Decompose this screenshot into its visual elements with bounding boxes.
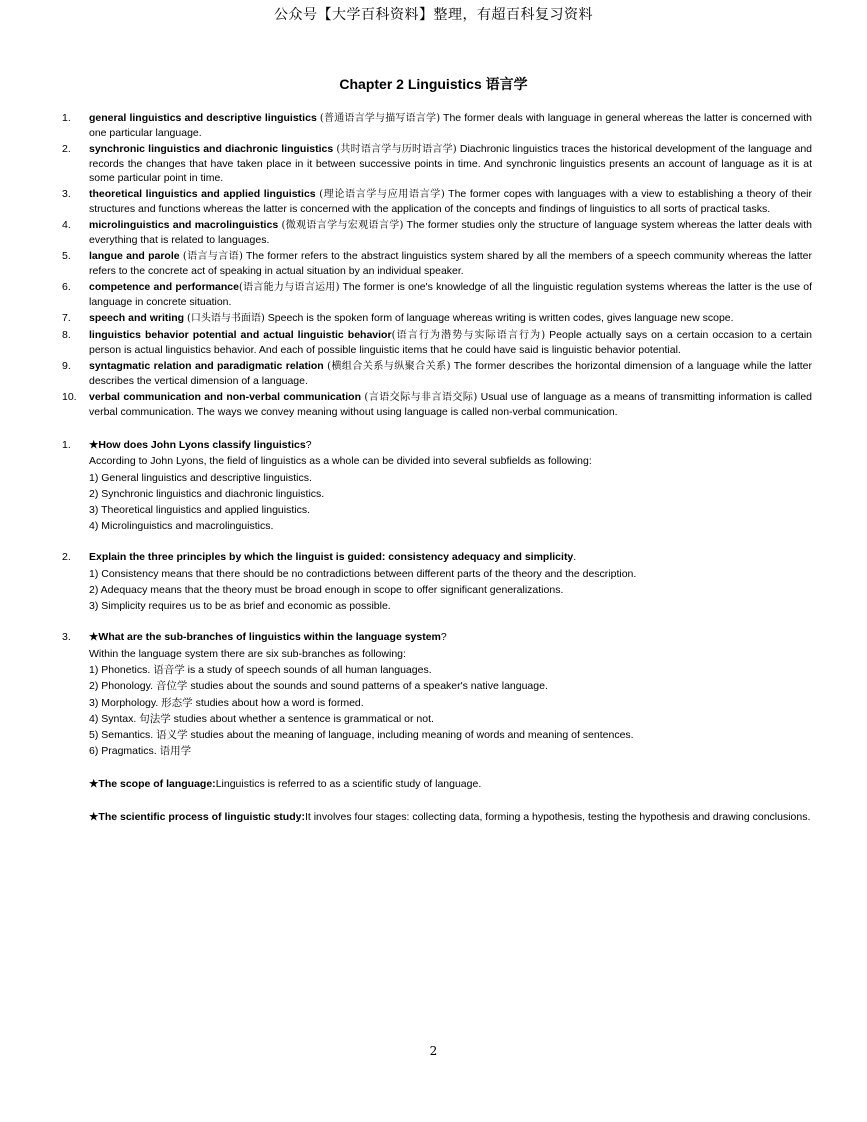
note-scope: [89, 777, 812, 791]
definition-text: The former copes with languages with a view to establishing a theory of their structures and functions whereas the latter is concerned with the application of the concepts and findings of linguistics to all sorts of practical tasks.: [89, 188, 813, 215]
item-number: 1.: [62, 112, 71, 124]
term-chinese: (微观语言学与宏观语言学): [281, 220, 404, 231]
definition-text: People actually says on a certain occasion to a certain person is actual linguistics behavior. And each of possible linguistic items that he could have said is linguistic behavior potential.: [89, 329, 813, 356]
term: microlinguistics and macrolinguistics: [89, 219, 279, 231]
term-chinese: (口头语与书面语): [187, 313, 265, 324]
chapter-title: Chapter 2 Linguistics 语言学: [339, 76, 528, 92]
answer-line: 2) Adequacy means that the theory must be broad enough in scope to offer significant generalizations.: [89, 584, 564, 597]
note-label: ★The scientific process of linguistic study:: [89, 811, 305, 824]
term: synchronic linguistics and diachronic linguistics: [89, 143, 334, 155]
definition-item: [62, 390, 812, 419]
definition-item: [62, 280, 812, 309]
term-chinese: (言语交际与非言语交际): [364, 392, 478, 403]
definition-item: [62, 142, 812, 185]
definition-text: The former deals with language in general whereas the latter is concerned with one particular language.: [89, 112, 812, 139]
answer-line: 5) Semantics. 语义学 studies about the meaning of language, including meaning of words and meaning of sentences.: [89, 729, 634, 742]
question-text: ★How does John Lyons classify linguistics: [89, 439, 306, 451]
term-chinese: (理论语言学与应用语言学): [319, 189, 445, 200]
page-content: [62, 111, 812, 824]
item-number: 3.: [62, 188, 71, 200]
term-chinese: (语言行为潜势与实际语言行为): [391, 330, 546, 341]
term-chinese: (普通语言学与描写语言学): [319, 113, 441, 124]
question-number: 1.: [62, 439, 71, 451]
answer-line: 6) Pragmatics. 语用学: [89, 745, 192, 758]
note-text: It involves four stages: collecting data, forming a hypothesis, testing the hypothesis and drawing conclusions.: [304, 811, 811, 824]
watermark-header: 公众号【大学百科资料】整理，有超百科复习资料: [274, 7, 593, 23]
definition-item: [62, 359, 812, 388]
term: speech and writing: [89, 312, 185, 324]
term: theoretical linguistics and applied linguistics: [89, 188, 316, 200]
answer-line: 1) Phonetics. 语音学 is a study of speech sounds of all human languages.: [89, 663, 432, 676]
answer-line: 1) Consistency means that there should be no contradictions between different parts of the theory and the description.: [89, 567, 637, 580]
term: langue and parole: [89, 250, 180, 262]
term: syntagmatic relation and paradigmatic relation: [89, 360, 324, 372]
definition-text: The former is one's knowledge of all the linguistic regulation systems whereas the latter is the use of language in concrete situation.: [89, 281, 813, 308]
item-number: 9.: [62, 360, 71, 372]
definition-item: [62, 311, 812, 326]
note-process: [89, 810, 812, 824]
definitions-list: [62, 111, 812, 419]
answer-line: 3) Theoretical linguistics and applied linguistics.: [89, 504, 311, 517]
definition-text: The former refers to the abstract linguistics system shared by all the members of a speech community whereas the latter refers to the concrete act of speaking in actual situation by an individual speaker.: [89, 250, 812, 277]
item-number: 4.: [62, 219, 71, 231]
term: verbal communication and non-verbal communication: [89, 391, 361, 403]
answer-line: 1) General linguistics and descriptive linguistics.: [89, 471, 312, 484]
definition-text: The former describes the horizontal dimension of a language while the latter describes the vertical dimension of a language.: [89, 360, 812, 387]
definition-text: Diachronic linguistics traces the historical development of the language and records the changes that have taken place in it between successive points in time. And synchronic linguistics presents an account of language as it is at some particular point in time.: [89, 143, 813, 184]
term-chinese: (横组合关系与纵聚合关系): [327, 361, 451, 372]
page-number: 2: [429, 1044, 438, 1058]
definition-item: [62, 328, 812, 357]
term: linguistics behavior potential and actual linguistic behavior: [89, 329, 392, 341]
item-number: 7.: [62, 312, 71, 324]
item-number: 8.: [62, 329, 71, 341]
note-label: ★The scope of language:: [89, 778, 216, 791]
item-number: 10.: [62, 391, 77, 403]
definition-text: Speech is the spoken form of language whereas writing is written codes, gives language new scope.: [267, 312, 734, 324]
answer-line: 3) Morphology. 形态学 studies about how a word is formed.: [89, 696, 364, 709]
term-chinese: (语言能力与语言运用): [238, 282, 340, 293]
definition-item: [62, 249, 812, 278]
question-text: ★What are the sub-branches of linguistics within the language system: [89, 631, 441, 644]
answer-line: 3) Simplicity requires us to be as brief and economic as possible.: [89, 600, 391, 613]
question-end: ?: [305, 439, 312, 451]
answer-line: Within the language system there are six sub-branches as following:: [89, 647, 406, 660]
term: general linguistics and descriptive linguistics: [89, 112, 317, 124]
definition-text: The former studies only the structure of language system whereas the latter deals with everything that is related to languages.: [89, 219, 813, 246]
answer-line: According to John Lyons, the field of linguistics as a whole can be divided into several subfields as following:: [89, 455, 592, 468]
term-chinese: (共时语言学与历时语言学): [336, 144, 457, 155]
answer-line: 2) Synchronic linguistics and diachronic linguistics.: [89, 487, 325, 500]
question-end: ?: [440, 631, 447, 644]
item-number: 2.: [62, 143, 71, 155]
note-text: Linguistics is referred to as a scientific study of language.: [215, 778, 482, 791]
definition-text: Usual use of language as a means of transmitting information is called verbal communication. The ways we convey meaning without using language is called non-verbal communication.: [89, 391, 812, 418]
answer-line: 2) Phonology. 音位学 studies about the sounds and sound patterns of a speaker's native language.: [89, 680, 548, 693]
question-number: 2.: [62, 551, 71, 564]
definition-item: [62, 111, 812, 140]
question-text: Explain the three principles by which the linguist is guided: consistency adequacy and simplicity: [89, 551, 574, 564]
question-block: [62, 438, 812, 533]
question-number: 3.: [62, 631, 71, 644]
answer-line: 4) Microlinguistics and macrolinguistics.: [89, 520, 274, 533]
term-chinese: (语言与言语): [182, 251, 243, 262]
definition-item: [62, 187, 812, 216]
definition-item: [62, 218, 812, 247]
term: competence and performance: [89, 281, 239, 293]
question-block: [62, 630, 812, 758]
answer-line: 4) Syntax. 句法学 studies about whether a sentence is grammatical or not.: [89, 712, 434, 725]
item-number: 6.: [62, 281, 71, 293]
question-end: .: [573, 551, 577, 564]
question-block: [62, 550, 812, 613]
item-number: 5.: [62, 250, 71, 262]
